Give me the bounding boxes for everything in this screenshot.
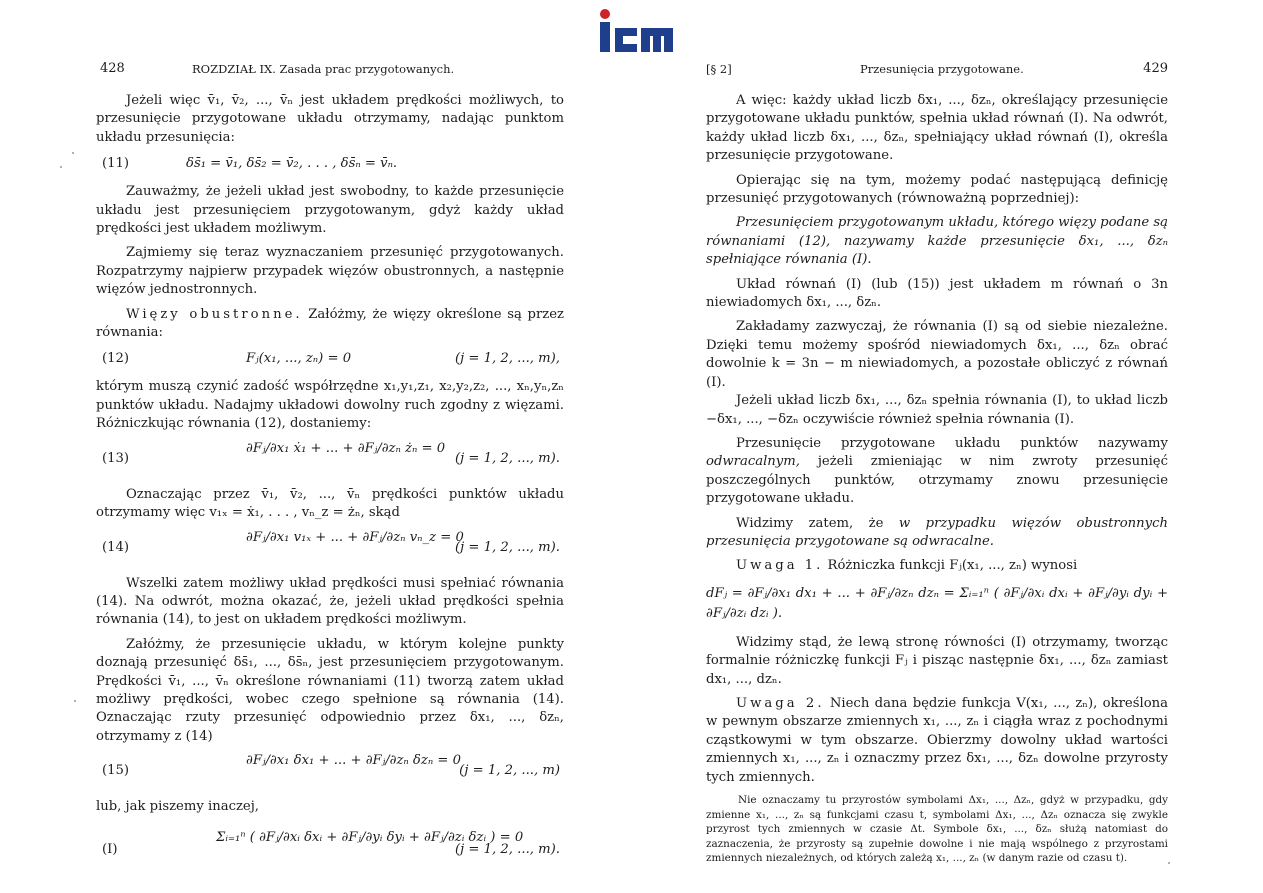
- equation-14: [96, 529, 564, 567]
- equation-11: [96, 153, 564, 175]
- equation-13: [96, 440, 564, 478]
- paragraph: Opierając się na tym, możemy podać następującą definicję przesunięć przygotowanych (równoważną poprzedniej):: [706, 172, 1168, 207]
- equation-body: ∂Fⱼ/∂x₁ v₁ₓ + ... + ∂Fⱼ/∂zₙ vₙ_z = 0: [246, 529, 464, 545]
- paragraph: Zakładamy zazwyczaj, że równania (I) są od siebie niezależne. Dzięki temu możemy spośród niewiadomych δx₁, ..., δzₙ obrać dowolnie k = 3n − m niewiadomych, a pozostałe obliczyć z równań (I).: [706, 319, 1168, 390]
- paragraph: Zajmiemy się teraz wyznaczaniem przesunięć przygotowanych. Rozpatrzymy najpierw przypadek więzów obustronnych, a następnie więzów jednostronnych.: [96, 245, 564, 298]
- paragraph-text: Załóżmy, że więzy określone są przez równania:: [96, 306, 564, 341]
- equation-label: (13): [102, 450, 130, 466]
- equation-body: δs̄₁ = v̄₁, δs̄₂ = v̄₂, . . . , δs̄ₙ = v̄ₙ.: [186, 156, 398, 172]
- paragraph: [706, 515, 1168, 552]
- paragraph: Jeżeli układ liczb δx₁, ..., δzₙ spełnia równania (I), to układ liczb −δx₁, ..., −δzₙ oczywiście również spełnia równania (I).: [706, 393, 1168, 427]
- icm-logo-mark: [597, 8, 677, 56]
- scan-speck: [74, 700, 76, 702]
- footnote-text: Nie oznaczamy tu przyrostów symbolami Δx₁, ..., Δzₙ, gdyż w przypadku, gdy zmienne x₁, ..., zₙ są funkcjami czasu t, symbolami Δx₁, ..., Δzₙ oznacza się zwykle przyrost tych zmiennych w czasie Δt. Symbole δx₁, ..., δzₙ służą natomiast do zaznaczenia, że przyrosty są zupełnie dowolne i nie mają wspólnego z przyrostami zmiennych niezależnych, od których zależą x₁, ..., zₙ (w danym razie od czasu t).: [706, 794, 1168, 865]
- remark-heading: Uwaga 2.: [736, 695, 825, 711]
- equation-condition: (j = 1, 2, ..., m).: [454, 539, 560, 555]
- paragraph: Oznaczając przez v̄₁, v̄₂, ..., v̄ₙ prędkości punktów układu otrzymamy więc v₁ₓ = ẋ₁, . . . , vₙ_z = żₙ, skąd: [96, 486, 564, 521]
- equation-dF: dFⱼ = ∂Fⱼ/∂x₁ dx₁ + ... + ∂Fⱼ/∂zₙ dzₙ = Σᵢ₌₁ⁿ ( ∂Fⱼ/∂xᵢ dxᵢ + ∂Fⱼ/∂yᵢ dyᵢ + ∂Fⱼ/∂zᵢ dzᵢ ).: [706, 585, 1168, 621]
- running-title: Przesunięcia przygotowane.: [860, 62, 1024, 76]
- right-page: [706, 58, 1168, 872]
- section-heading: Więzy obustronne.: [126, 306, 303, 322]
- paragraph: Wszelki zatem możliwy układ prędkości musi spełniać równania (14). Na odwrót, można okazać, że, jeżeli układ prędkości spełnia równania (14), to jest on układem prędkości możliwym.: [96, 575, 564, 628]
- paragraph: [706, 695, 1168, 787]
- right-page-header: [706, 58, 1168, 80]
- paragraph-text: Przesunięcie przygotowane układu punktów nazywamy: [736, 435, 1168, 451]
- paragraph: Widzimy stąd, że lewą stronę równości (I) otrzymamy, tworząc formalnie różniczkę funkcji Fⱼ i pisząc następnie δx₁, ..., δzₙ zamiast dx₁, ..., dzₙ.: [706, 634, 1168, 687]
- equation-body: Σᵢ₌₁ⁿ ( ∂Fⱼ/∂xᵢ δxᵢ + ∂Fⱼ/∂yᵢ δyᵢ + ∂Fⱼ/∂zᵢ δzᵢ ) = 0: [216, 829, 524, 845]
- equation-condition: (j = 1, 2, ..., m).: [454, 841, 560, 857]
- paragraph: A więc: każdy układ liczb δx₁, ..., δzₙ, określający przesunięcie przygotowane układu punktów, spełnia układ równań (I). Na odwrót, każdy układ liczb δx₁, ..., δzₙ, spełniający układ równań (I), określa przesunięcie przygotowane.: [706, 93, 1168, 164]
- running-title: ROZDZIAŁ IX. Zasada prac przygotowanych.: [192, 62, 455, 76]
- paragraph: lub, jak piszemy inaczej,: [96, 799, 259, 815]
- equation-body: Fⱼ(x₁, ..., zₙ) = 0: [246, 351, 352, 367]
- footnote: [706, 793, 1168, 866]
- scan-speck: [1168, 862, 1170, 864]
- equation-condition: (j = 1, 2, ..., m),: [454, 351, 560, 367]
- section-marker: [§ 2]: [706, 62, 732, 76]
- emphasis: w przypadku więzów obustronnych przesunięcia przygotowane są odwracalne.: [706, 515, 1168, 549]
- paragraph-text: Różniczka funkcji Fⱼ(x₁, ..., zₙ) wynosi: [827, 558, 1078, 574]
- equation-12: [96, 348, 564, 370]
- equation-body: ∂Fⱼ/∂x₁ ẋ₁ + ... + ∂Fⱼ/∂zₙ żₙ = 0: [246, 440, 446, 456]
- equation-condition: (j = 1, 2, ..., m).: [454, 450, 560, 466]
- page-number: 428: [100, 61, 125, 76]
- paragraph: [706, 557, 1168, 575]
- paragraph: [96, 306, 564, 343]
- equation-label: (I): [102, 841, 118, 857]
- equation-label: (11): [102, 156, 130, 172]
- paragraph-text: Widzimy zatem, że: [736, 515, 899, 531]
- equation-condition: (j = 1, 2, ..., m): [459, 763, 560, 779]
- paragraph: Załóżmy, że przesunięcie układu, w którym kolejne punkty doznają przesunięć δs̄₁, ..., δs̄ₙ, jest przesunięciem przygotowanym. Prędkości v̄₁, ..., v̄ₙ określone równaniami (11) tworzą zatem układ możliwy prędkości, wobec czego spełnione są równania (14). Oznaczając rzuty przesunięć odpowiednio przez δx₁, ..., δzₙ, otrzymamy z (14): [96, 636, 564, 744]
- equation-I: [96, 823, 564, 879]
- paragraph: [706, 435, 1168, 509]
- paragraph-text: jeżeli zmieniając w nim zwroty przesunięć poszczególnych punktów, otrzymamy znowu przesunięcie przygotowane układu.: [706, 454, 1168, 507]
- remark-heading: Uwaga 1.: [736, 558, 824, 574]
- scan-speck: [72, 152, 74, 154]
- equation-label: (15): [102, 763, 130, 779]
- page-number: 429: [1143, 61, 1168, 76]
- equation-body: ∂Fⱼ/∂x₁ δx₁ + ... + ∂Fⱼ/∂zₙ δzₙ = 0: [246, 753, 461, 769]
- paragraph: Zauważmy, że jeżeli układ jest swobodny, to każde przesunięcie układu jest przesunięciem przygotowanym, gdyż każdy układ prędkości jest układem możliwym.: [96, 184, 564, 237]
- paragraph: Układ równań (I) (lub (15)) jest układem m równań o 3n niewiadomych δx₁, ..., δzₙ.: [706, 276, 1168, 311]
- paragraph: Jeżeli więc v̄₁, v̄₂, ..., v̄ₙ jest układem prędkości możliwych, to przesunięcie przygotowane układu otrzymamy, nadając punktom układu przesunięcia:: [96, 93, 564, 145]
- paragraph-text: Niech dana będzie funkcja V(x₁, ..., zₙ), określona w pewnym obszarze zmiennych x₁, ..., zₙ i ciągła wraz z pochodnymi cząstkowymi w tym obszarze. Obierzmy dowolny układ wartości zmiennych x₁, ..., zₙ i oznaczmy przez δx₁, ..., δzₙ dowolne przyrosty tych zmiennych.: [706, 695, 1168, 785]
- scan-speck: [60, 166, 62, 168]
- equation-15: [96, 752, 564, 790]
- paragraph: którym muszą czynić zadość współrzędne x₁,y₁,z₁, x₂,y₂,z₂, ..., xₙ,yₙ,zₙ punktów układu. Nadajmy układowi dowolny ruch zgodny z więzami. Różniczkując równania (12), dostaniemy:: [96, 379, 564, 432]
- emphasis: odwracalnym,: [706, 454, 800, 470]
- left-page-header: [96, 58, 564, 80]
- left-page: [96, 58, 564, 887]
- icm-logo: [597, 8, 677, 56]
- equation-label: (12): [102, 351, 130, 367]
- definition: Przesunięciem przygotowanym układu, którego więzy podane są równaniami (12), nazywamy każde przesunięcie δx₁, ..., δzₙ spełniające równania (I).: [706, 215, 1168, 268]
- equation-label: (14): [102, 539, 130, 555]
